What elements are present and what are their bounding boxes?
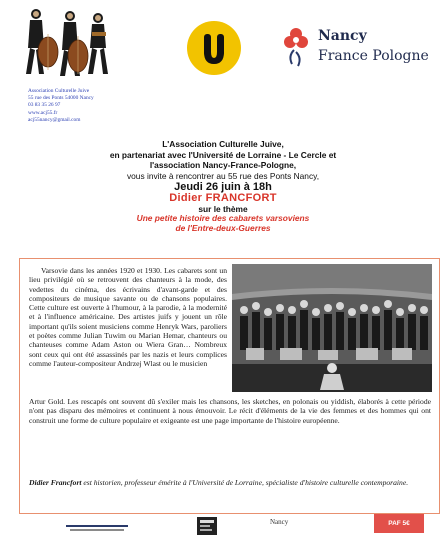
intro-line-4: vous invite à rencontrer au 55 rue des Ponts Nancy, — [126, 170, 320, 181]
event-date: Jeudi 26 juin à 18h — [174, 181, 272, 194]
invitation-block — [70, 139, 376, 234]
email-link[interactable]: acj55nancy@gmail.com — [28, 116, 81, 123]
speaker-name: Didier FRANCFORT — [169, 192, 277, 205]
paragraph-2-text: Artur Gold. Les rescapés ont souvent dû s'exiler mais les chansons, les sketches, en polonais ou yiddish, élaborés à cette période n'ont pas disparu des mémoires et continuent à nous émouvoir. Le récit d'éléments de la vie des femmes et des hommes qui ont construit une forme de culture populaire et exigeante est une page importante de l'histoire européenne. — [29, 397, 431, 425]
description-paragraph-1 — [29, 266, 227, 368]
bio-speaker-name: Didier Francfort — [29, 478, 82, 487]
flower-icon — [282, 26, 316, 70]
street-address: 55 rue des Ponts 54000 Nancy — [28, 95, 94, 102]
footer-partner-logo — [66, 521, 128, 535]
subject-line-2: de l'Entre-deux-Guerres — [175, 222, 271, 233]
theme-label: sur le thème — [198, 204, 248, 215]
speaker-bio — [29, 478, 431, 487]
footer-nancy-logo: Nancy — [270, 518, 289, 526]
universite-lorraine-logo — [186, 20, 242, 76]
paragraph-1-text: Varsovie dans les années 1920 et 1930. Les cabarets sont un lieu privilégié où se retrouvent des chanteurs à la mode, des vedettes du cinéma, des écrivains d'avant-garde et des compositeurs de musique savante ou de chansons populaires. Cette culture est ouverte à l'humour, à la parodie, à la modernité et à l'influence américaine. Des artistes juifs y jouent un rôle important qu'ils soient musiciens comme Henryk Wars, paroliers et poètes comme Julian Tuwim ou Marian Hemar, chanteurs ou chanteuses comme Adam Aston ou Wiera Gran… Nombreux sont ceux qui ont été assassinés par les nazis et leurs complices comme l'auteur-compositeur Andrzej Wlast ou le musicien — [29, 266, 227, 368]
phone-number: 03 83 35 26 97 — [28, 102, 61, 109]
cabaret-troupe-photo — [232, 264, 432, 392]
description-paragraph-2 — [29, 397, 431, 425]
nfp-logo-line1: Nancy — [318, 28, 367, 44]
website-link[interactable]: www.acj55.fr — [28, 109, 58, 116]
musicians-illustration — [22, 4, 112, 86]
nfp-logo-line2: France Pologne — [318, 48, 429, 64]
intro-line-2: en partenariat avec l'Université de Lorraine - Le Cercle et — [109, 149, 337, 160]
admission-fee-badge: PAF 5€ — [374, 514, 424, 533]
intro-line-1: L'Association Culturelle Juive, — [162, 139, 284, 149]
subject-line-1: Une petite histoire des cabarets varsoviens — [136, 213, 310, 224]
footer-museum-logo — [197, 517, 217, 535]
org-name: Association Culturelle Juive — [28, 88, 90, 94]
nancy-france-pologne-logo — [282, 26, 432, 74]
address-block — [28, 88, 94, 124]
bio-text: est historien, professeur émérite à l'Université de Lorraine, spécialiste d'histoire culturelle contemporaine. — [81, 478, 409, 487]
intro-line-3: l'association Nancy-France-Pologne, — [149, 160, 297, 171]
